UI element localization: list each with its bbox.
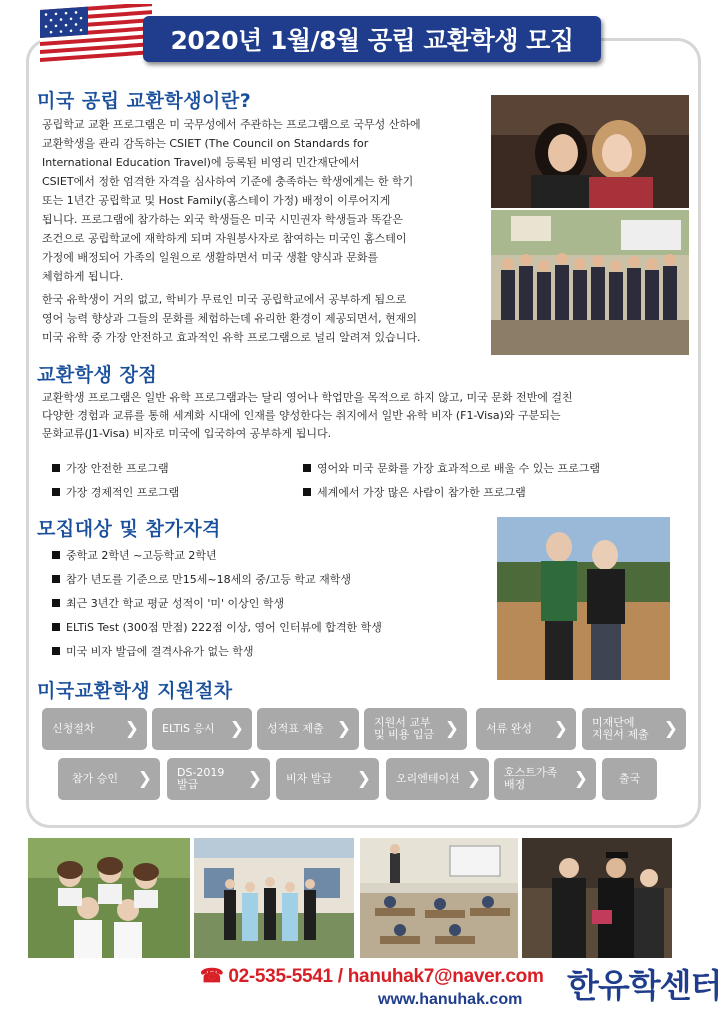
list-item: 가장 경제적인 프로그램: [52, 480, 312, 504]
chevron-right-icon: ❯: [663, 719, 678, 739]
step-9: [276, 758, 379, 800]
chevron-right-icon: ❯: [229, 719, 244, 739]
list-item: 최근 3년간 학교 평균 성적이 '미' 이상인 학생: [52, 591, 492, 615]
step-12: [602, 758, 657, 800]
eligibility-heading: 모집대상 및 참가자격: [37, 518, 221, 540]
step-label: ELTiS 응시: [162, 722, 215, 735]
contact-info: [200, 965, 544, 988]
step-label: 서류 완성: [486, 722, 533, 735]
step-3: [257, 708, 359, 750]
bullet-square-icon: [52, 464, 60, 472]
bullet-square-icon: [52, 599, 60, 607]
step-6: [582, 708, 686, 750]
step-label: 참가 승인: [72, 772, 119, 785]
list-item: 중학교 2학년 ~고등학교 2학년: [52, 543, 492, 567]
chevron-right-icon: ❯: [553, 719, 568, 739]
step-label: 신청절차: [52, 722, 95, 735]
bullet-square-icon: [52, 575, 60, 583]
bullet-square-icon: [303, 488, 311, 496]
advantages-list-right: [303, 456, 698, 504]
intro-paragraph-1: 공립학교 교환 프로그램은 미 국무성에서 주관하는 프로그램으로 국무성 산하에 교환학생을 관리 감독하는 CSIET (The Council on Standards for International Education Travel)에 등록된 비영리 민간재단에서 CSIET에서 정한 엄격한 자격을 심사하여 기준에 충족하는 학생에게는 한 학기 또는 1년간 공립학교 및 Host Family(홈스테이 가정) 배정이 이루어지게 됩니다. 프로그램에 참가하는 외국 학생들은 미국 시민권자 학생들과 똑같은 조건으로 공립학교에 재학하게 되며 자원봉사자로 참여하는 미국인 홈스테이 가정에 배정되어 가족의 일원으로 생활하면서 미국 생활 양식과 문화를 체험하게 됩니다.: [42, 118, 421, 283]
bullet-square-icon: [52, 551, 60, 559]
photo-student-host-mother: [491, 95, 689, 208]
contact-text[interactable]: 02-535-5541 / hanuhak7@naver.com: [228, 966, 544, 987]
bullet-square-icon: [52, 488, 60, 496]
bullet-square-icon: [52, 623, 60, 631]
step-label: 지원서 교부: [374, 716, 431, 729]
photo-two-students: [497, 517, 670, 680]
chevron-right-icon: ❯: [356, 769, 371, 789]
photo-graduation: [522, 838, 672, 958]
phone-icon: ☎: [200, 966, 224, 987]
step-label: 비자 발급: [286, 772, 333, 785]
chevron-right-icon: ❯: [137, 769, 152, 789]
advantages-list-left: [52, 456, 312, 504]
photo-classroom-lesson: [360, 838, 518, 958]
step-1: [42, 708, 147, 750]
step-8: [167, 758, 270, 800]
step-label: 출국: [618, 772, 641, 785]
step-label: 성적표 제출: [267, 722, 324, 735]
bullet-square-icon: [52, 647, 60, 655]
list-item: 가장 안전한 프로그램: [52, 456, 312, 480]
step-label: 발급: [177, 778, 199, 791]
step-4: [364, 708, 467, 750]
photo-prom-group: [194, 838, 354, 958]
list-item: 미국 비자 발급에 결격사유가 없는 학생: [52, 639, 492, 663]
us-flag-image: [40, 4, 155, 66]
bullet-square-icon: [303, 464, 311, 472]
step-11: [494, 758, 596, 800]
chevron-right-icon: ❯: [247, 769, 262, 789]
website-link[interactable]: www.hanuhak.com: [378, 991, 523, 1008]
center-logo: 한유학센터: [567, 966, 722, 1005]
photo-host-family-girls: [28, 838, 190, 958]
list-item: 참가 년도를 기준으로 만15세~18세의 중/고등 학교 재학생: [52, 567, 492, 591]
chevron-right-icon: ❯: [336, 719, 351, 739]
photo-classroom-group: [491, 210, 689, 355]
step-label: DS-2019: [177, 766, 225, 779]
step-label: 지원서 제출: [592, 728, 649, 741]
step-label: 오리엔테이션: [396, 772, 460, 785]
intro-heading: 미국 공립 교환학생이란?: [37, 90, 252, 112]
step-label: 호스트가족: [504, 766, 558, 779]
list-item: 영어와 미국 문화를 가장 효과적으로 배울 수 있는 프로그램: [303, 456, 698, 480]
intro-paragraph-2: 한국 유학생이 거의 없고, 학비가 무료인 미국 공립학교에서 공부하게 됨으로 영어 능력 향상과 그들의 문화를 체험하는데 유리한 환경이 제공되면서, 현재의 미국 유학 중 가장 안전하고 효과적인 유학 프로그램으로 널리 알려져 있습니다.: [42, 293, 421, 344]
procedure-heading: 미국교환학생 지원절차: [37, 680, 233, 702]
title-banner: 2020년 1월/8월 공립 교환학생 모집: [143, 16, 601, 62]
step-2: [152, 708, 252, 750]
chevron-right-icon: ❯: [466, 769, 481, 789]
list-item: 세계에서 가장 많은 사람이 참가한 프로그램: [303, 480, 698, 504]
advantages-paragraph: 교환학생 프로그램은 일반 유학 프로그램과는 달리 영어나 학업만을 목적으로 하지 않고, 미국 문화 전반에 걸친 다양한 경험과 교류를 통해 세계화 시대에 인재를 양성한다는 취지에서 일반 유학 비자 (F1-Visa)와 구분되는 문화교류(J1-Visa) 비자로 미국에 입국하여 공부하게 됩니다.: [42, 391, 573, 440]
eligibility-list: [52, 543, 492, 663]
chevron-right-icon: ❯: [573, 769, 588, 789]
chevron-right-icon: ❯: [444, 719, 459, 739]
step-label: 배정: [504, 778, 526, 791]
advantages-heading: 교환학생 장점: [37, 364, 158, 386]
step-label: 미재단에: [592, 716, 635, 729]
step-label: 및 비용 입금: [374, 728, 435, 741]
step-10: [386, 758, 489, 800]
chevron-right-icon: ❯: [124, 719, 139, 739]
list-item: ELTiS Test (300점 만점) 222점 이상, 영어 인터뷰에 합격한 학생: [52, 615, 492, 639]
step-5: [476, 708, 576, 750]
step-7: [58, 758, 160, 800]
